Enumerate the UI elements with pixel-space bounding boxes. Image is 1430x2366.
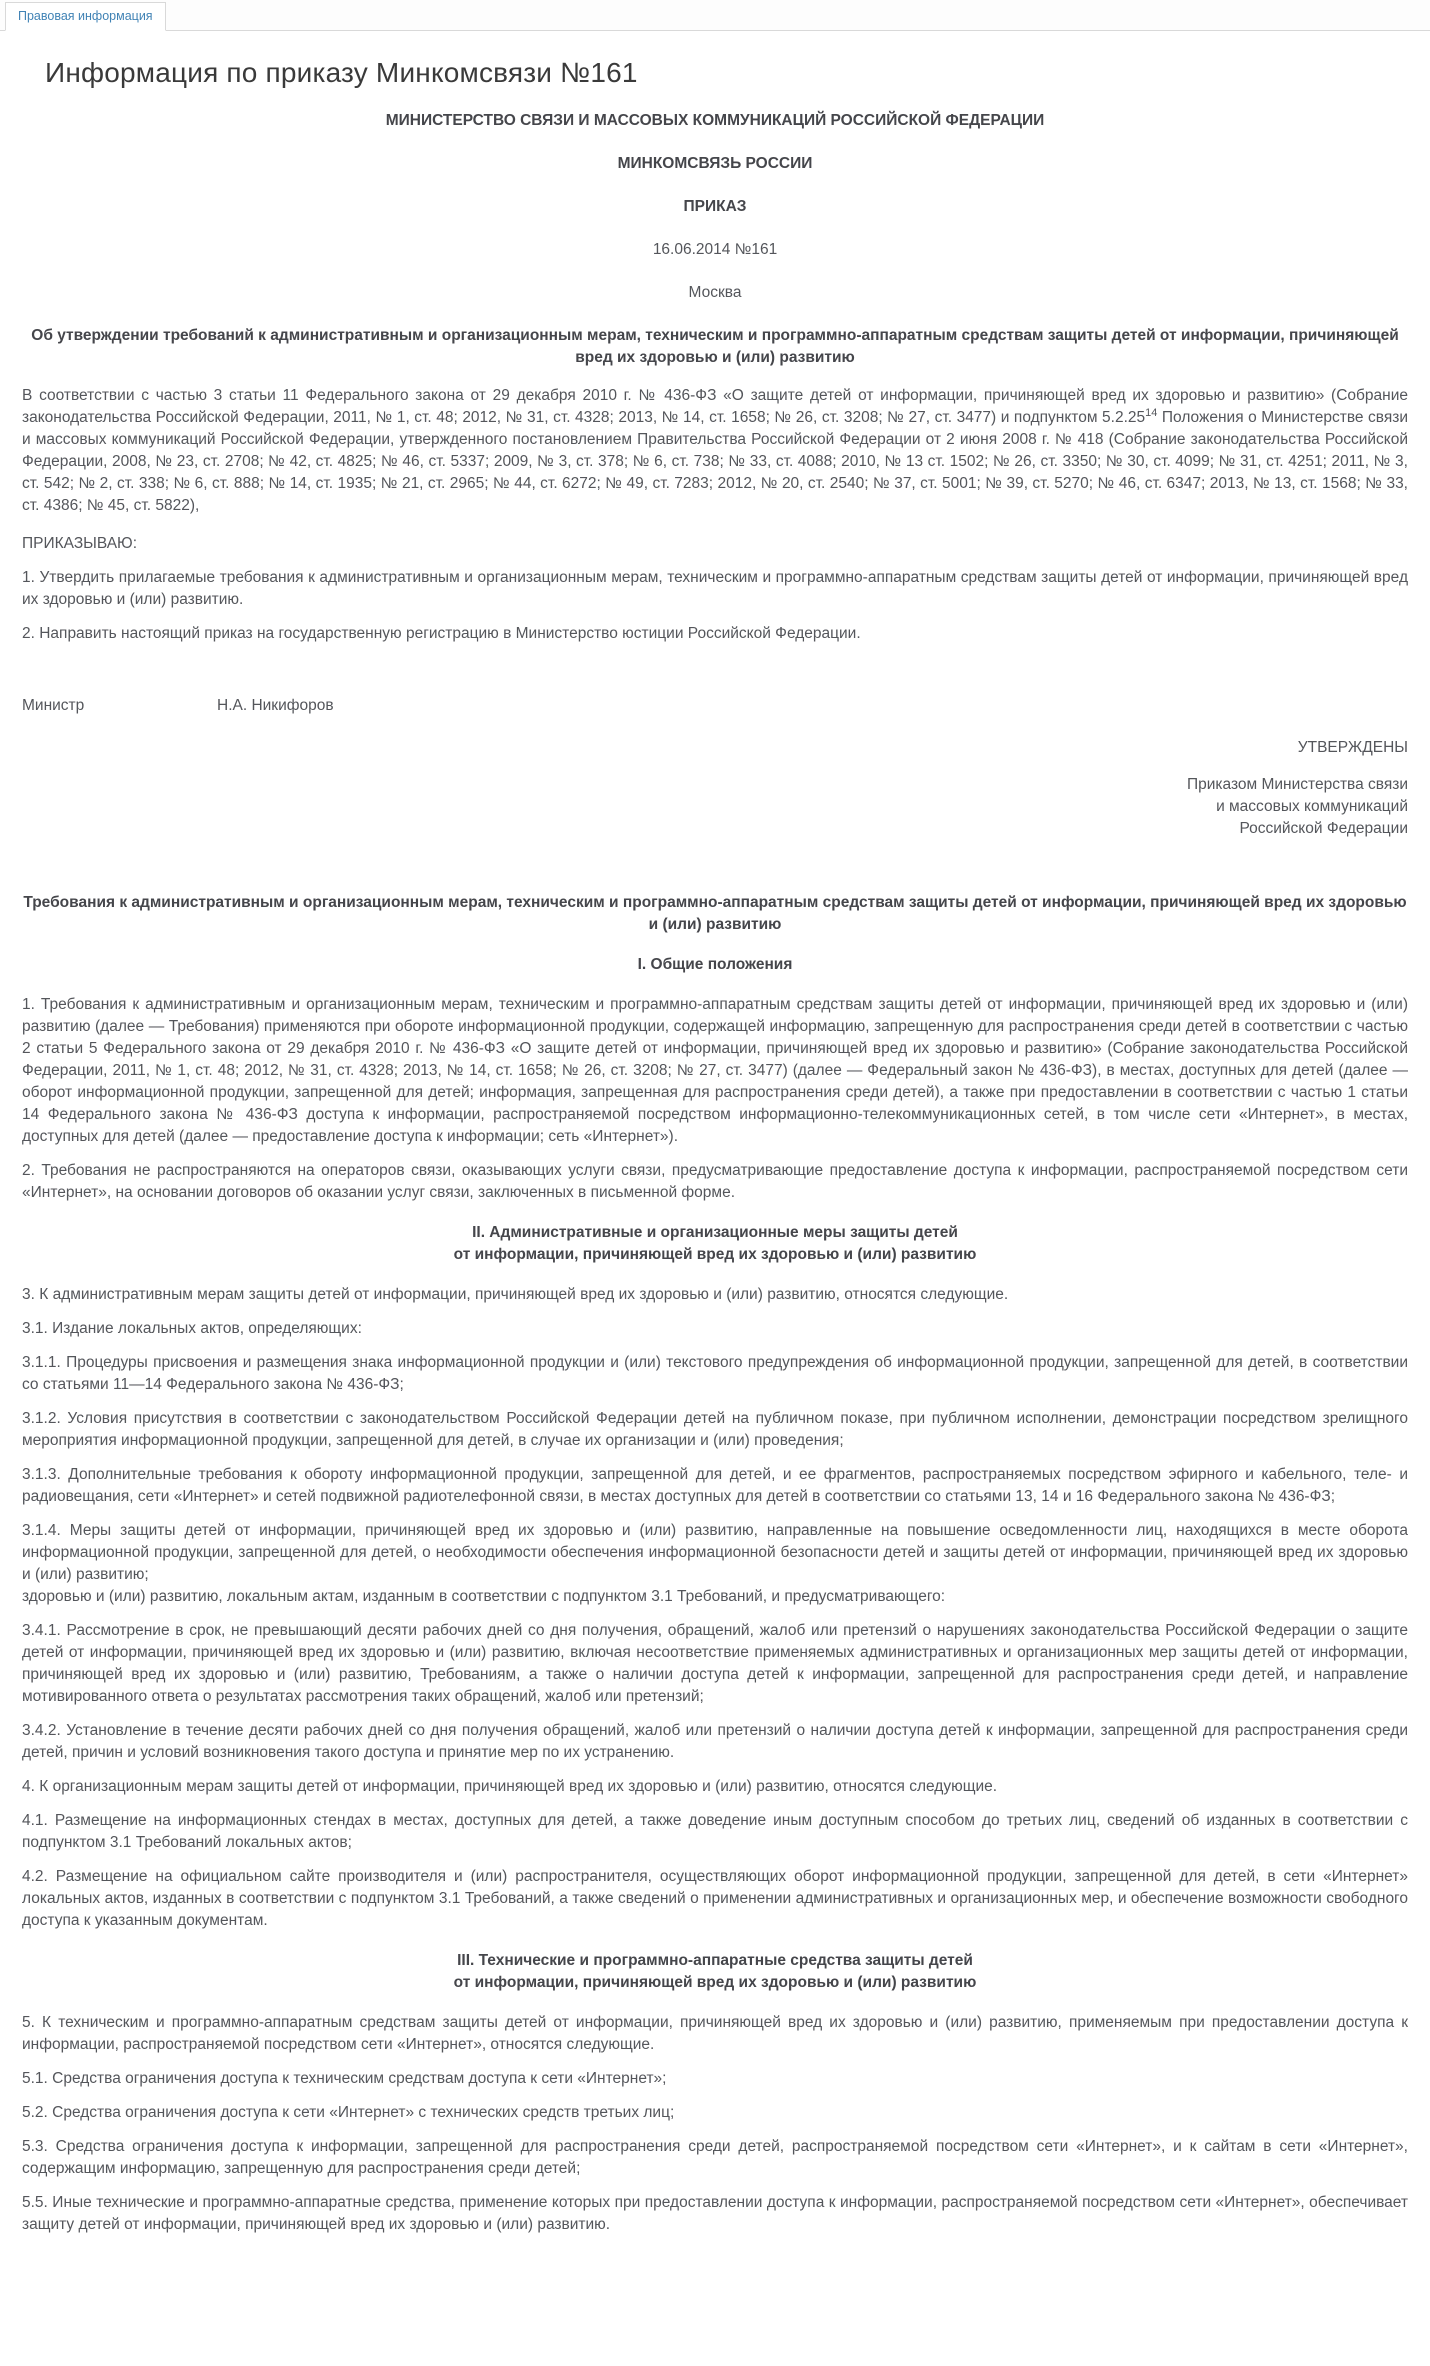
section-3-heading-line-2: от информации, причиняющей вред их здоровью и (или) развитию [453,1974,977,1991]
paragraph-3-4-2: 3.4.2. Установление в течение десяти рабочих дней со дня получения обращений, жалоб или претензий о наличии доступа детей к информации, запрещенной для распространения среди детей, причин и условий возникновения такого доступа и принятие мер по их устранению. [22,1722,1408,1761]
tab-legal-information[interactable] [5,2,166,31]
tab-bar [0,0,1430,31]
approved-line-2: и массовых коммуникаций [1216,798,1408,815]
approved-line-3: Российской Федерации [1239,820,1408,837]
paragraph-5-3: 5.3. Средства ограничения доступа к информации, запрещенной для распространения среди детей, распространяемой посредством сети «Интернет», и к сайтам в сети «Интернет», содержащим информацию, запрещенную для распространения среди детей; [22,2138,1408,2177]
section-2-heading-line-2: от информации, причиняющей вред их здоровью и (или) развитию [453,1246,977,1263]
paragraph-3-4-1: 3.4.1. Рассмотрение в срок, не превышающий десяти рабочих дней со дня получения, обращений, жалоб или претензий о нарушениях законодательства Российской Федерации о защите детей от информации, причиняющей вред их здоровью и (или) развитию, включая несоответствие применяемых административных и организационных мер защиты детей от информации, причиняющей вред их здоровью и (или) развитию, Требованиям, а также о наличии доступа детей к информации, запрещенной для распространения среди детей, и направление мотивированного ответа о результатах рассмотрения таких обращений, жалоб или претензий; [22,1622,1408,1705]
paragraph-3-1-4-part-1: 3.1.4. Меры защиты детей от информации, причиняющей вред их здоровью и (или) развитию, направленные на повышение осведомленности лиц, находящихся в месте оборота информационной продукции, запрещенной для детей, о необходимости обеспечения информационной безопасности детей и защиты детей от информации, причиняющей вред их здоровью и (или) развитию; [22,1522,1408,1583]
approved-title: УТВЕРЖДЕНЫ [1297,739,1408,756]
signature-name: Н.А. Никифоров [217,697,334,714]
approved-by [22,774,1408,840]
order-word: ПРИКАЗЫВАЮ: [22,535,138,552]
intro-paragraph [22,385,1408,517]
paragraph-4: 4. К организационным мерам защиты детей от информации, причиняющей вред их здоровью и (или) развитию, относятся следующие. [22,1778,998,1795]
section-3-heading-line-1: III. Технические и программно-аппаратные средства защиты детей [457,1952,973,1969]
approved-line-1: Приказом Министерства связи [1186,776,1408,793]
paragraph-3-1-2: 3.1.2. Условия присутствия в соответствии с законодательством Российской Федерации детей на публичном показе, при публичном исполнении, демонстрации посредством зрелищного мероприятия информационной продукции, запрещенной для детей, в случае их организации и (или) проведения; [22,1410,1408,1449]
document-type: ПРИКАЗ [683,198,747,215]
paragraph-3-1-1: 3.1.1. Процедуры присвоения и размещения знака информационной продукции и (или) текстового предупреждения об информационной продукции, запрещенной для детей, в соответствии со статьями 11—14 Федерального закона № 436-ФЗ; [22,1354,1408,1393]
approved-block [22,737,1408,840]
section-2-heading-line-1: II. Административные и организационные меры защиты детей [472,1224,958,1241]
document-city: Москва [688,284,742,301]
intro-part-2: Положения о Министерстве связи и массовых коммуникаций Российской Федерации, утвержденного постановлением Правительства Российской Федерации от 2 июня 2008 г. № 418 (Собрание законодательства Российской Федерации, 2008, № 23, ст. 2708; № 42, ст. 4825; № 46, ст. 5337; 2009, № 3, ст. 378; № 6, ст. 738; № 33, ст. 4088; 2010, № 13 ст. 1502; № 26, ст. 3350; № 30, ст. 4099; № 31, ст. 4251; 2011, № 3, ст. 542; № 2, ст. 338; № 6, ст. 888; № 14, ст. 1935; № 21, ст. 2965; № 44, ст. 6272; № 49, ст. 7283; 2012, № 20, ст. 2540; № 37, ст. 5001; № 39, ст. 5270; № 46, ст. 6347; 2013, № 13, ст. 1568; № 33, ст. 4386; № 45, ст. 5822), [22,409,1409,514]
paragraph-3-1-4-part-2: здоровью и (или) развитию, локальным актам, изданным в соответствии с подпунктом 3.1 Требований, и предусматривающего: [22,1588,946,1605]
paragraph-3-1-4 [22,1520,1408,1608]
requirements-title: Требования к административным и организационным мерам, техническим и программно-аппаратным средствам защиты детей от информации, причиняющей вред их здоровью и (или) развитию [23,894,1407,933]
ministry-short-name: МИНКОМСВЯЗЬ РОССИИ [617,155,813,172]
document-date-number: 16.06.2014 №161 [652,241,778,258]
document-body [0,110,1430,2258]
section-1-heading: I. Общие положения [637,956,793,973]
order-item-1: 1. Утвердить прилагаемые требования к административным и организационным мерам, техническим и программно-аппаратным средствам защиты детей от информации, причиняющей вред их здоровью и (или) развитию. [22,569,1408,608]
page-title: Информация по приказу Минкомсвязи №161 [45,57,638,88]
paragraph-4-2: 4.2. Размещение на официальном сайте производителя и (или) распространителя, осуществляющих оборот информационной продукции, запрещенной для детей, в сети «Интернет» локальных актов, изданных в соответствии с подпунктом 3.1 Требований, а также сведений о применении административных и организационных мер, и обеспечение возможности свободного доступа к указанным документам. [22,1868,1408,1929]
paragraph-4-1: 4.1. Размещение на информационных стендах в местах, доступных для детей, а также доведение иным доступным способом до третьих лиц, сведений об изданных в соответствии с подпунктом 3.1 Требований локальных актов; [22,1812,1408,1851]
signature-line [22,695,1408,717]
paragraph-3: 3. К административным мерам защиты детей от информации, причиняющей вред их здоровью и (или) развитию, относятся следующие. [22,1286,1009,1303]
paragraph-5-1: 5.1. Средства ограничения доступа к техническим средствам доступа к сети «Интернет»; [22,2070,667,2087]
document-subject: Об утверждении требований к административным и организационным мерам, техническим и программно-аппаратным средствам защиты детей от информации, причиняющей вред их здоровью и (или) развитию [31,327,1399,366]
paragraph-5-5: 5.5. Иные технические и программно-аппаратные средства, применение которых при предоставлении доступа к информации, распространяемой посредством сети «Интернет», обеспечивает защиту детей от информации, причиняющей вред их здоровью и (или) развитию. [22,2194,1408,2233]
paragraph-3-1-3: 3.1.3. Дополнительные требования к обороту информационной продукции, запрещенной для детей, и ее фрагментов, распространяемых посредством эфирного и кабельного, теле- и радиовещания, сети «Интернет» и сетей подвижной радиотелефонной связи, в местах доступных для детей в соответствии со статьями 13, 14 и 16 Федерального закона № 436-ФЗ; [22,1466,1408,1505]
order-item-2: 2. Направить настоящий приказ на государственную регистрацию в Министерство юстиции Российской Федерации. [22,625,861,642]
signature-role: Министр [22,697,85,714]
intro-part-1: В соответствии с частью 3 статьи 11 Федерального закона от 29 декабря 2010 г. № 436-ФЗ «О защите детей от информации, причиняющей вред их здоровью и развитию» (Собрание законодательства Российской Федерации, 2011, № 1, ст. 48; 2012, № 31, ст. 4328; 2013, № 14, ст. 1658; № 26, ст. 3208; № 27, ст. 3477) и подпунктом 5.2.25 [22,387,1408,426]
paragraph-3-1: 3.1. Издание локальных актов, определяющих: [22,1320,362,1337]
tab-label: Правовая информация [18,9,153,23]
paragraph-5: 5. К техническим и программно-аппаратным средствам защиты детей от информации, причиняющей вред их здоровью и (или) развитию, применяемым при предоставлении доступа к информации, распространяемой посредством сети «Интернет», относятся следующие. [22,2014,1408,2053]
paragraph-1: 1. Требования к административным и организационным мерам, техническим и программно-аппаратным средствам защиты детей от информации, причиняющей вред их здоровью и (или) развитию (далее — Требования) применяются при обороте информационной продукции, содержащей информацию, запрещенную для распространения среди детей в соответствии с частью 2 статьи 5 Федерального закона от 29 декабря 2010 г. № 436-ФЗ «О защите детей от информации, причиняющей вред их здоровью и развитию» (Собрание законодательства Российской Федерации, 2011, № 1, ст. 48; 2012, № 31, ст. 4328; 2013, № 14, ст. 1658; № 26, ст. 3208; № 27, ст. 3477) (далее — Федеральный закон № 436-ФЗ), в местах, доступных для детей (далее — оборот информационной продукции, запрещенной для детей; информация, запрещенная для распространения среди детей), а также при предоставлении в соответствии с частью 1 статьи 14 Федерального закона № 436-ФЗ доступа к информации, распространяемой посредством информационно-телекоммуникационных сетей, в том числе сети «Интернет», в местах, доступных для детей (далее — предоставление доступа к информации; сеть «Интернет»). [22,996,1408,1145]
paragraph-2: 2. Требования не распространяются на операторов связи, оказывающих услуги связи, предусматривающие предоставление доступа к информации, распространяемой посредством сети «Интернет», на основании договоров об оказании услуг связи, заключенных в письменной форме. [22,1162,1408,1201]
ministry-name: МИНИСТЕРСТВО СВЯЗИ И МАССОВЫХ КОММУНИКАЦИЙ РОССИЙСКОЙ ФЕДЕРАЦИИ [385,112,1045,129]
paragraph-5-2: 5.2. Средства ограничения доступа к сети «Интернет» с технических средств третьих лиц; [22,2104,675,2121]
section-3-heading [22,1950,1408,1994]
footnote-reference: 14 [1145,406,1158,419]
section-2-heading [22,1222,1408,1266]
